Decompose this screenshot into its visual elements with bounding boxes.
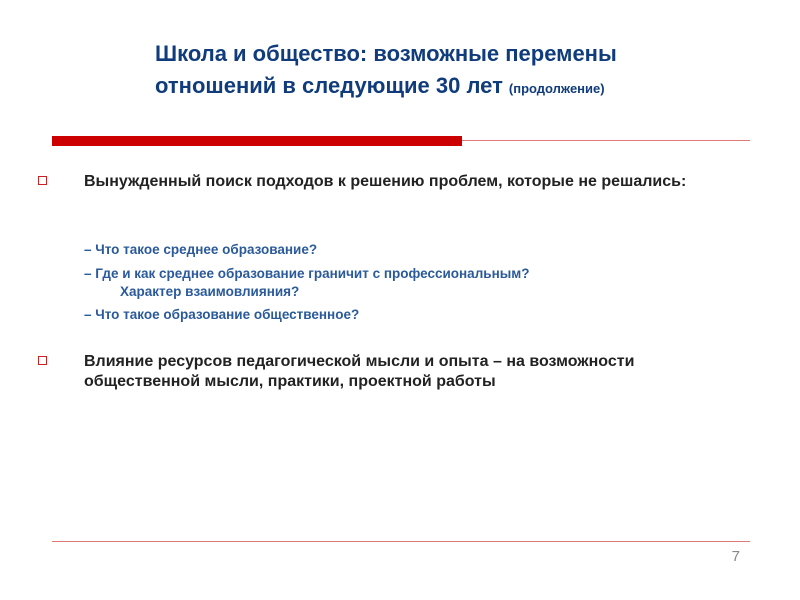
slide-title bbox=[155, 38, 775, 105]
divider-thin-red bbox=[462, 140, 750, 141]
divider-thick-red bbox=[52, 136, 462, 146]
page-number: 7 bbox=[731, 548, 740, 565]
footer-divider bbox=[52, 541, 750, 542]
bullet-square-icon bbox=[38, 176, 47, 185]
title-line-1: Школа и общество: возможные перемены bbox=[155, 41, 617, 66]
sub-item-2 bbox=[84, 265, 724, 301]
bullet-item-2 bbox=[38, 352, 698, 392]
title-line-2: отношений в следующие 30 лет bbox=[155, 73, 503, 98]
bullet-item-1 bbox=[38, 172, 698, 192]
bullet-text: Вынужденный поиск подходов к решению проблем, которые не решались: bbox=[84, 173, 687, 190]
sub-item-text: – Что такое среднее образование? bbox=[84, 242, 318, 257]
sub-item-text-continued: Характер взаимовлияния? bbox=[120, 284, 300, 299]
title-divider bbox=[52, 136, 750, 146]
bullet-text: Влияние ресурсов педагогической мысли и опыта – на возможности общественной мысли, практики, проектной работы bbox=[84, 353, 635, 390]
sub-item-3 bbox=[84, 306, 724, 324]
bullet-square-icon bbox=[38, 356, 47, 365]
sub-item-1 bbox=[84, 241, 724, 259]
title-suffix: (продолжение) bbox=[508, 81, 605, 96]
sub-item-text: – Где и как среднее образование граничит с профессиональным? bbox=[84, 266, 530, 281]
sub-item-text: – Что такое образование общественное? bbox=[84, 307, 360, 322]
